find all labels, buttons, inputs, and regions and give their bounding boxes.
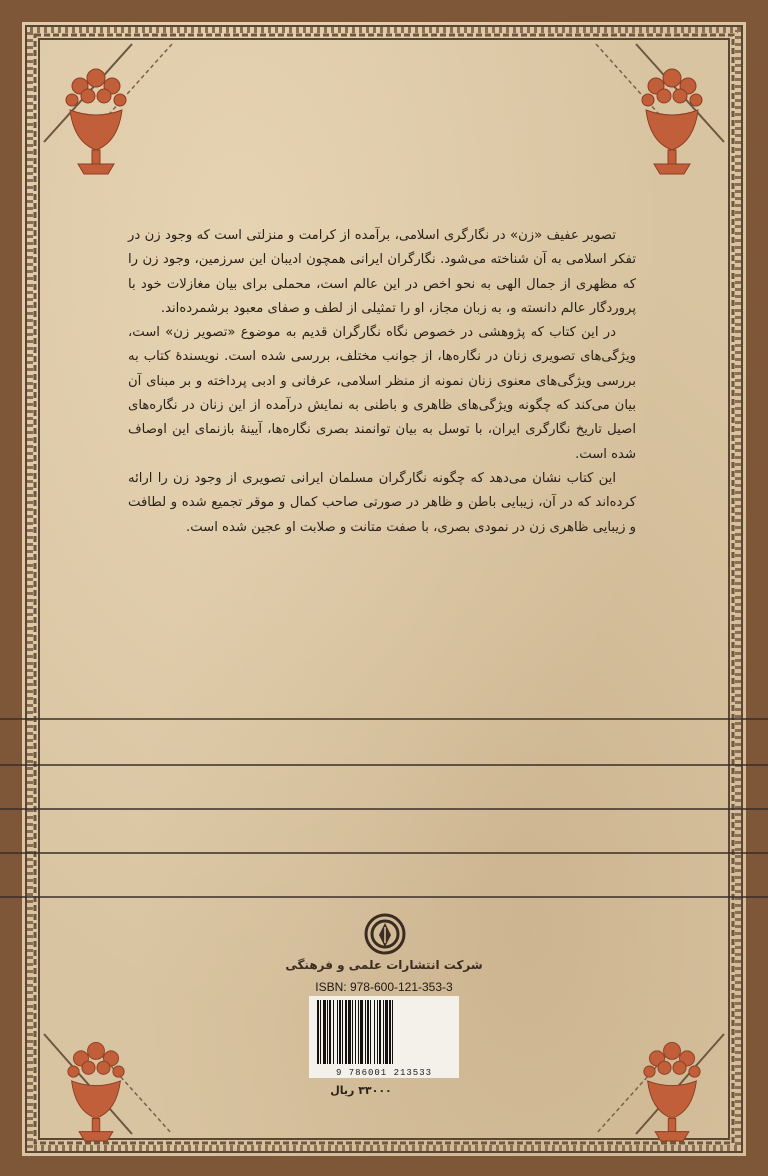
barcode-bar bbox=[392, 1000, 393, 1064]
barcode-bar bbox=[317, 1000, 319, 1064]
barcode-bar bbox=[358, 1000, 359, 1064]
barcode-bar bbox=[339, 1000, 341, 1064]
barcode-bar bbox=[348, 1000, 351, 1064]
barcode-bar bbox=[377, 1000, 378, 1064]
flower-vase-icon bbox=[636, 60, 708, 190]
isbn-barcode bbox=[301, 980, 467, 1102]
publisher-name: شرکت انتشارات علمی و فرهنگی bbox=[285, 958, 483, 972]
pen-nib-circles-icon bbox=[364, 913, 406, 955]
barcode-bar bbox=[320, 1000, 321, 1064]
barcode-bar bbox=[367, 1000, 369, 1064]
barcode-bar bbox=[342, 1000, 343, 1064]
barcode-bar bbox=[327, 1000, 328, 1064]
blurb-paragraph-2: در این کتاب که پژوهشی در خصوص نگاه نگارگران قدیم به موضوع «تصویر زن» است، ویژگی‌های تصویری زنان در نگاره‌ها، از جوانب مختلف، بررسی شده است. نویسندهٔ کتاب به بررسی ویژگی‌های معنوی زنان نمونه از منظر اسلامی، عرفانی و ادبی پرداخته و بر مبنای آن بیان می‌کند که چگونه ویژگی‌های ظاهری و باطنی به نمایش درآمده از این زنان در نگاره‌های اصیل تاریخ نگارگری ایران، با توسل به بیان توانمند بصری نگاره‌ها، آیینهٔ بازنمای این اوصاف شده است. bbox=[128, 325, 636, 462]
cover-crease-line bbox=[0, 896, 768, 898]
flower-vase-icon bbox=[60, 1034, 132, 1156]
blurb-paragraph-1: تصویر عفیف «زن» در نگارگری اسلامی، برآمده از کرامت و منزلتی است که وجود زن در تفکر اسلامی به آن شناخته می‌شود. نگارگران ایرانی همچون ادیبان این سرزمین، وجود زن را که مظهری از جمال الهی به نحو اخص در این عالم است، محملی برای بیان مغازلات خود با پروردگار عالم دانسته و، به زبان مجاز، او را تمثیلی از لطف و صفای معبود برشمرده‌اند. bbox=[128, 228, 636, 316]
barcode-digits: 9 786001 213533 bbox=[309, 1068, 459, 1078]
barcode-bar bbox=[352, 1000, 353, 1064]
barcode-bar bbox=[355, 1000, 356, 1064]
barcode-bar bbox=[385, 1000, 388, 1064]
blurb-text bbox=[128, 224, 636, 540]
barcode-bar bbox=[370, 1000, 371, 1064]
barcode-graphic bbox=[309, 996, 459, 1068]
barcode-bar bbox=[389, 1000, 391, 1064]
cover-crease-line bbox=[0, 718, 768, 720]
barcode-bar bbox=[365, 1000, 366, 1064]
barcode-bar bbox=[374, 1000, 375, 1064]
cover-crease-line bbox=[0, 852, 768, 854]
barcode-bar bbox=[345, 1000, 347, 1064]
barcode-bar bbox=[360, 1000, 363, 1064]
flower-vase-icon bbox=[60, 60, 132, 190]
isbn-label: ISBN: 978-600-121-353-3 bbox=[315, 980, 453, 994]
barcode-bars bbox=[309, 996, 459, 1068]
barcode-bar bbox=[329, 1000, 331, 1064]
cover-crease-line bbox=[0, 764, 768, 766]
blurb-paragraph-3: این کتاب نشان می‌دهد که چگونه نگارگران مسلمان ایرانی تصویری از وجود زن را ارائه کرده‌اند که در آن، زیبایی باطن و ظاهر در صورتی صاحب کمال و موقر تجمیع شده و لطافت و زیبایی ظاهری زن در نمودی بصری، با صفت متانت و صلابت او عجین شده است. bbox=[128, 470, 636, 535]
barcode-bar bbox=[383, 1000, 384, 1064]
flower-vase-icon bbox=[636, 1034, 708, 1156]
barcode-bar bbox=[333, 1000, 334, 1064]
barcode-bar bbox=[379, 1000, 381, 1064]
cover-crease-line bbox=[0, 808, 768, 810]
price-label: ۳۳۰۰۰ ریال bbox=[330, 1084, 392, 1097]
barcode-bar bbox=[337, 1000, 338, 1064]
barcode-bar bbox=[323, 1000, 326, 1064]
